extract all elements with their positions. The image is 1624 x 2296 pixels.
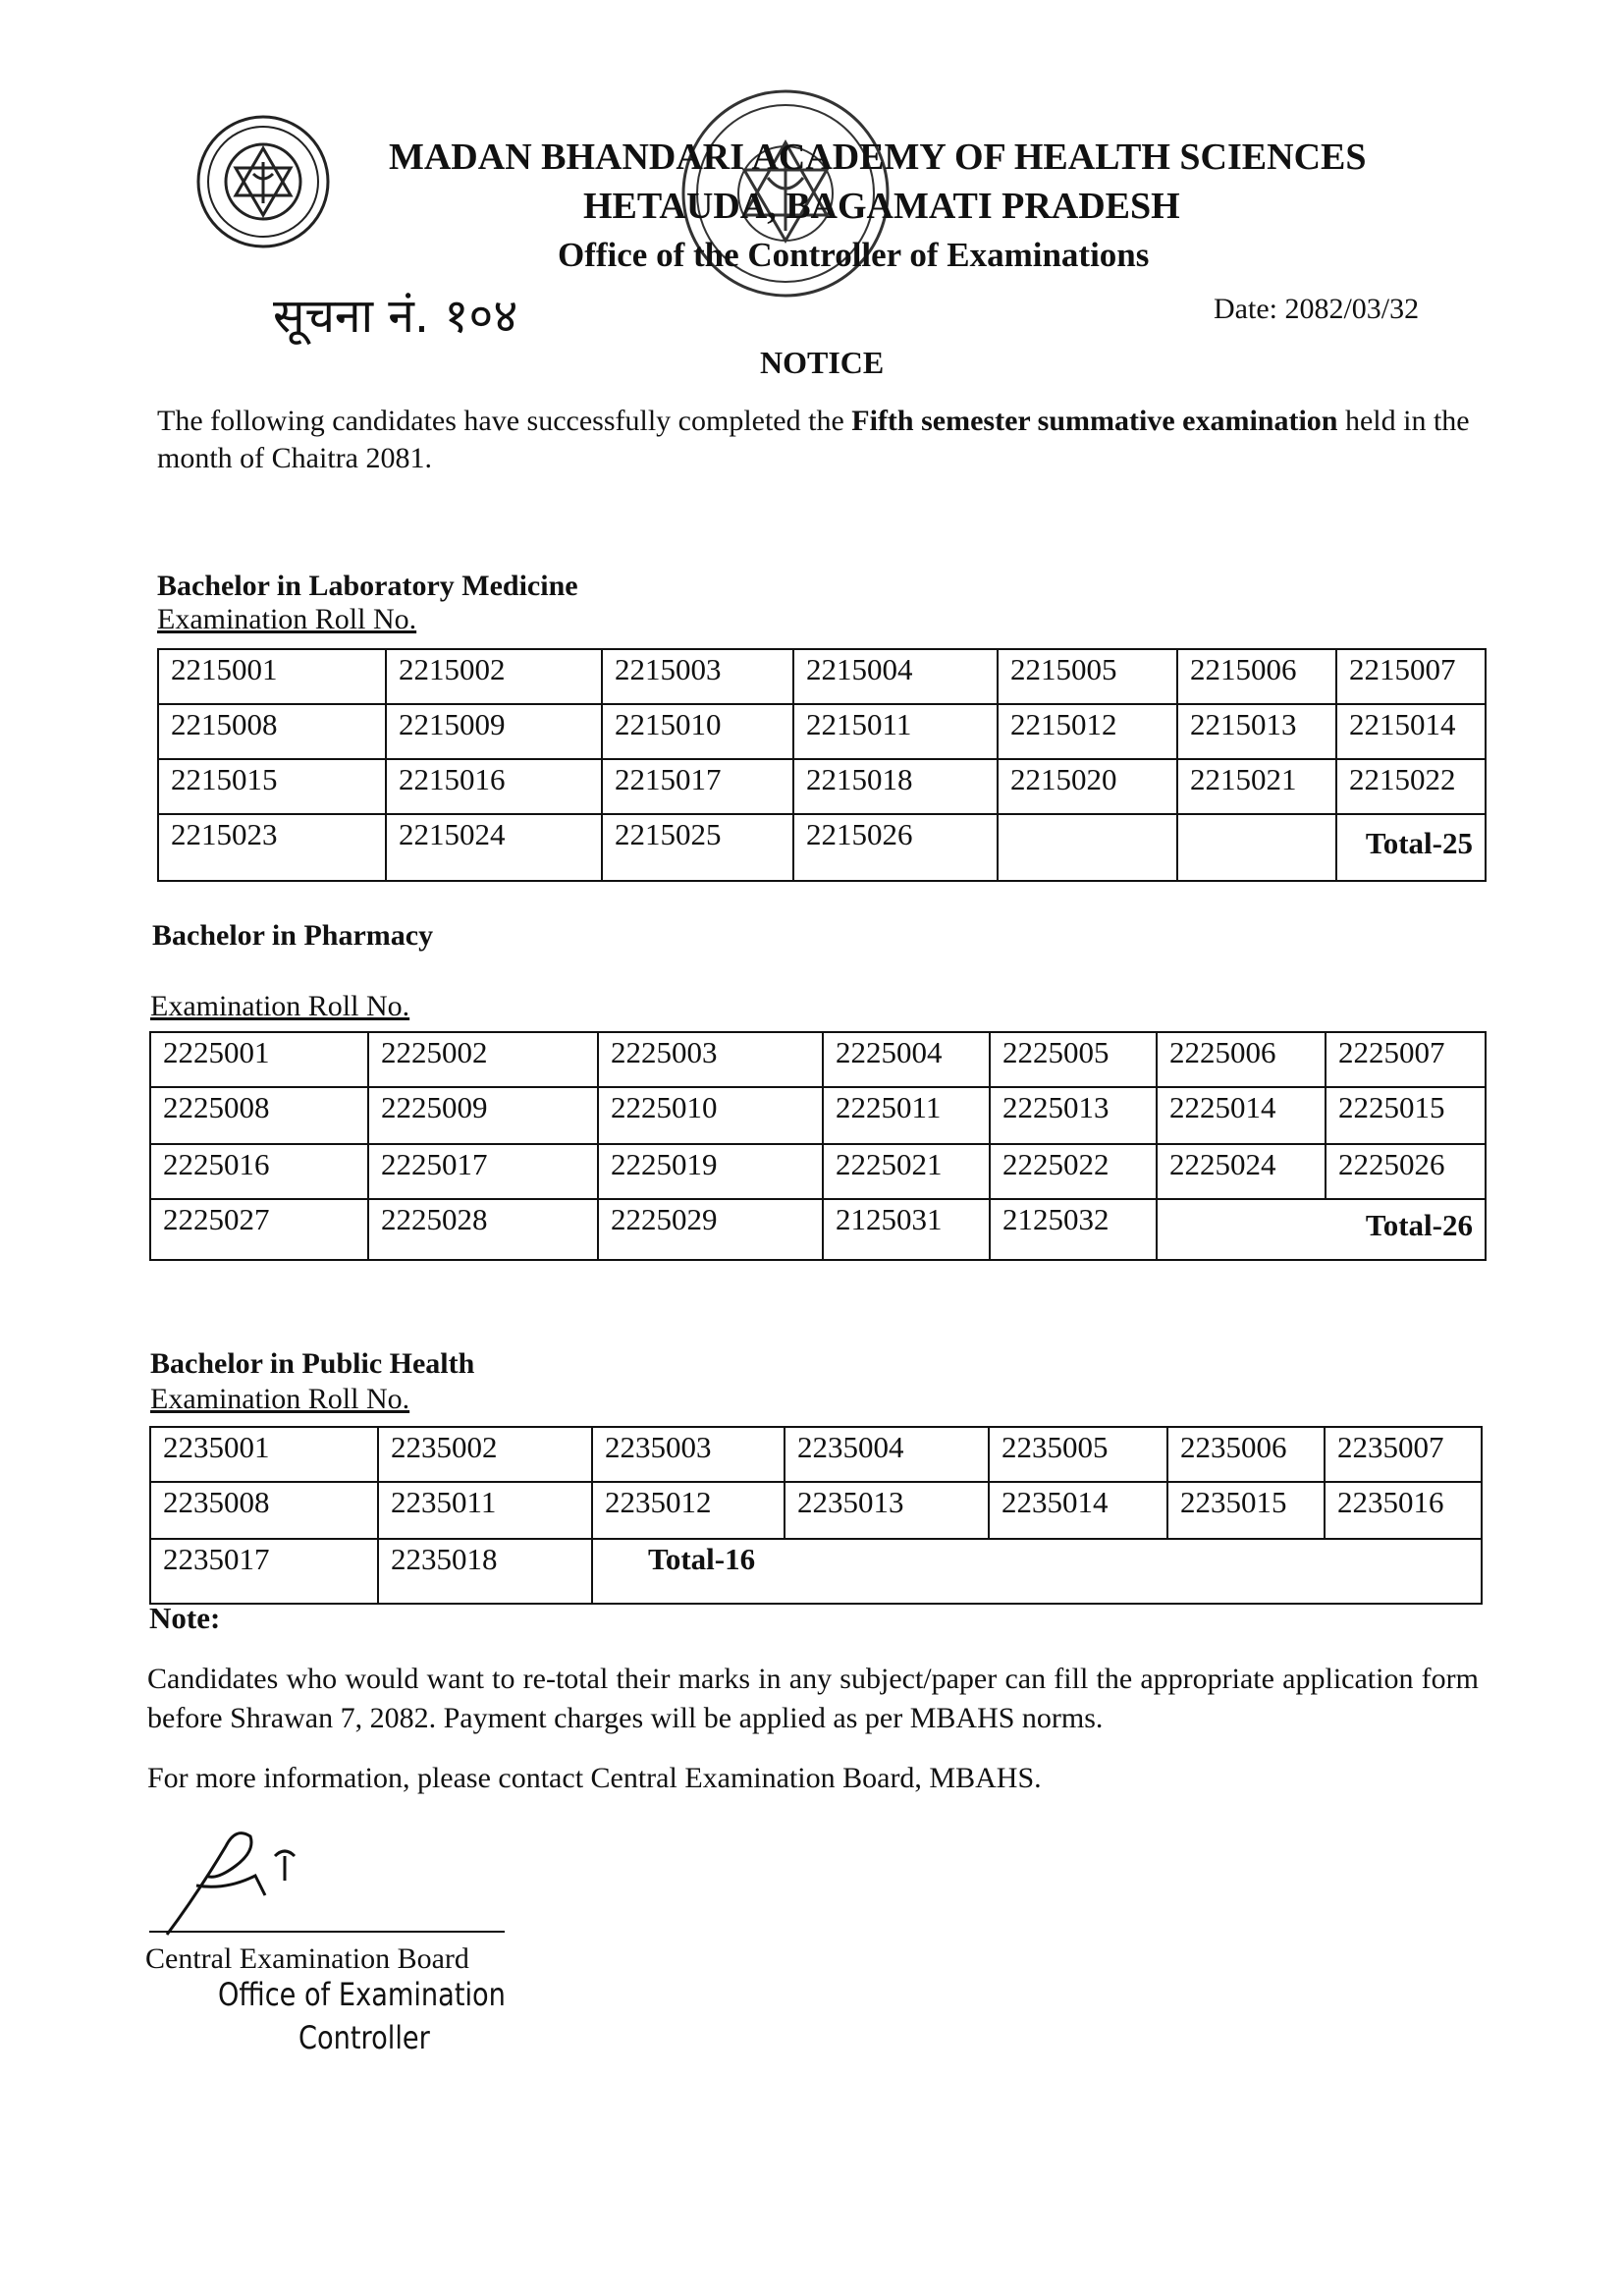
roll-cell: 2225002 — [368, 1032, 598, 1087]
roll-cell: 2215006 — [1177, 649, 1336, 704]
roll-cell — [998, 814, 1177, 881]
roll-cell: 2235018 — [378, 1539, 592, 1604]
roll-cell: 2235002 — [378, 1427, 592, 1482]
roll-cell: 2215001 — [158, 649, 386, 704]
roll-cell: 2225021 — [823, 1144, 990, 1199]
institution-location: HETAUDA, BAGAMATI PRADESH — [583, 186, 1180, 227]
office-stamp-line1: Office of Examination — [218, 1976, 506, 2013]
roll-cell: 2235013 — [785, 1482, 989, 1539]
roll-cell: 2235003 — [592, 1427, 785, 1482]
institution-name: MADAN BHANDARI ACADEMY OF HEALTH SCIENCES — [389, 137, 1367, 178]
notice-date: Date: 2082/03/32 — [1214, 293, 1420, 325]
roll-cell: 2235006 — [1167, 1427, 1325, 1482]
notice-title: NOTICE — [760, 345, 885, 380]
roll-cell: 2225022 — [990, 1144, 1157, 1199]
roll-cell: 2125031 — [823, 1199, 990, 1260]
roll-cell: 2225003 — [598, 1032, 823, 1087]
roll-cell: 2235016 — [1325, 1482, 1482, 1539]
roll-cell: 2215017 — [602, 759, 793, 814]
section-title-laboratory-medicine: Bachelor in Laboratory Medicine — [157, 570, 578, 602]
roll-label-pharmacy: Examination Roll No. — [150, 990, 410, 1022]
roll-cell: 2215025 — [602, 814, 793, 881]
note-label: Note: — [149, 1601, 221, 1635]
note-text: Candidates who would want to re-total their marks in any subject/paper can fill the appropriate application form before Shrawan 7, 2082. Payment charges will be applied as per MBAHS norms. — [147, 1663, 1479, 1734]
table-row — [150, 1539, 1482, 1604]
section-title-public-health: Bachelor in Public Health — [150, 1347, 475, 1380]
signatory-board: Central Examination Board — [145, 1942, 469, 1975]
roll-cell: 2235008 — [150, 1482, 378, 1539]
roll-cell: 2235011 — [378, 1482, 592, 1539]
roll-cell: 2235015 — [1167, 1482, 1325, 1539]
contact-info: For more information, please contact Central Examination Board, MBAHS. — [147, 1762, 1042, 1794]
table-row — [150, 1199, 1486, 1260]
roll-cell: 2215005 — [998, 649, 1177, 704]
roll-cell: 2235001 — [150, 1427, 378, 1482]
roll-cell: 2215003 — [602, 649, 793, 704]
signature-mark — [157, 1807, 353, 1944]
intro-exam-name: Fifth semester summative examination — [851, 405, 1338, 437]
roll-cell: 2215004 — [793, 649, 998, 704]
roll-cell: 2215012 — [998, 704, 1177, 759]
roll-cell: 2215021 — [1177, 759, 1336, 814]
roll-cell: 2225013 — [990, 1087, 1157, 1144]
roll-cell: 2225014 — [1157, 1087, 1326, 1144]
roll-cell: 2215002 — [386, 649, 602, 704]
roll-cell: 2235017 — [150, 1539, 378, 1604]
roll-table-laboratory-medicine — [157, 648, 1487, 882]
signature-line — [149, 1931, 505, 1933]
total-count: Total-26 — [1157, 1199, 1486, 1260]
roll-cell: 2215008 — [158, 704, 386, 759]
roll-cell: 2225027 — [150, 1199, 368, 1260]
total-count: Total-25 — [1336, 814, 1486, 881]
roll-cell: 2225026 — [1326, 1144, 1486, 1199]
office-stamp-line2: Controller — [298, 2019, 430, 2056]
table-row — [150, 1087, 1486, 1144]
roll-cell: 2215011 — [793, 704, 998, 759]
notice-number: सूचना नं. १०४ — [273, 289, 518, 344]
roll-cell: 2215023 — [158, 814, 386, 881]
roll-cell: 2225008 — [150, 1087, 368, 1144]
roll-cell: 2215010 — [602, 704, 793, 759]
table-row — [150, 1032, 1486, 1087]
roll-cell: 2215026 — [793, 814, 998, 881]
roll-cell: 2215024 — [386, 814, 602, 881]
roll-cell: 2225007 — [1326, 1032, 1486, 1087]
roll-cell: 2215015 — [158, 759, 386, 814]
roll-cell: 2235005 — [989, 1427, 1167, 1482]
roll-cell: 2225001 — [150, 1032, 368, 1087]
roll-cell: 2225028 — [368, 1199, 598, 1260]
roll-cell: 2225005 — [990, 1032, 1157, 1087]
roll-cell: 2215007 — [1336, 649, 1486, 704]
intro-text-end: held in the month of Chaitra 2081. — [157, 405, 1470, 474]
roll-table-pharmacy — [149, 1031, 1487, 1261]
roll-cell: 2215022 — [1336, 759, 1486, 814]
roll-cell: 2215020 — [998, 759, 1177, 814]
roll-cell: 2215018 — [793, 759, 998, 814]
table-row — [158, 649, 1486, 704]
roll-cell: 2225024 — [1157, 1144, 1326, 1199]
roll-label-laboratory-medicine: Examination Roll No. — [157, 603, 417, 635]
table-row — [150, 1427, 1482, 1482]
roll-cell: 2215016 — [386, 759, 602, 814]
section-title-pharmacy: Bachelor in Pharmacy — [152, 919, 434, 952]
roll-cell: 2235007 — [1325, 1427, 1482, 1482]
roll-cell: 2235004 — [785, 1427, 989, 1482]
roll-label-public-health: Examination Roll No. — [150, 1383, 410, 1415]
roll-cell: 2225019 — [598, 1144, 823, 1199]
government-emblem-logo — [194, 113, 332, 250]
roll-cell: 2225015 — [1326, 1087, 1486, 1144]
table-row — [150, 1144, 1486, 1199]
roll-cell — [1177, 814, 1336, 881]
table-row — [150, 1482, 1482, 1539]
total-count: Total-16 — [592, 1539, 1482, 1604]
roll-cell: 2225011 — [823, 1087, 990, 1144]
roll-cell: 2215009 — [386, 704, 602, 759]
roll-cell: 2215013 — [1177, 704, 1336, 759]
roll-cell: 2225017 — [368, 1144, 598, 1199]
intro-text-start: The following candidates have successfully completed the — [157, 405, 852, 437]
office-name: Office of the Controller of Examinations — [558, 236, 1150, 274]
roll-cell: 2225004 — [823, 1032, 990, 1087]
intro-paragraph — [157, 403, 1492, 477]
roll-table-public-health — [149, 1426, 1483, 1605]
roll-cell: 2225006 — [1157, 1032, 1326, 1087]
roll-cell: 2225009 — [368, 1087, 598, 1144]
roll-cell: 2225016 — [150, 1144, 368, 1199]
roll-cell: 2225010 — [598, 1087, 823, 1144]
roll-cell: 2125032 — [990, 1199, 1157, 1260]
roll-cell: 2215014 — [1336, 704, 1486, 759]
roll-cell: 2225029 — [598, 1199, 823, 1260]
table-row — [158, 704, 1486, 759]
roll-cell: 2235014 — [989, 1482, 1167, 1539]
table-row — [158, 814, 1486, 881]
roll-cell: 2235012 — [592, 1482, 785, 1539]
table-row — [158, 759, 1486, 814]
